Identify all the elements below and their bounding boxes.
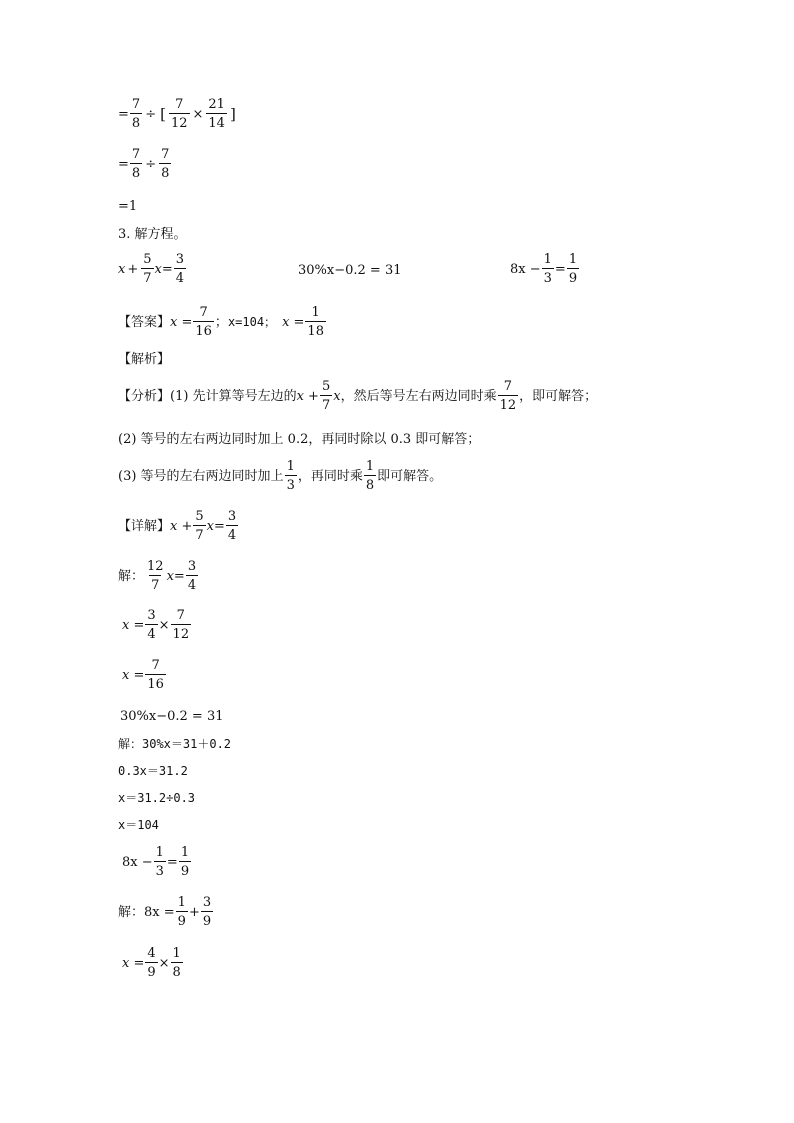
numerator: 1 [180,845,190,860]
fraction [176,896,188,928]
denominator: 12 [171,624,192,641]
numerator: 12 [147,559,164,574]
right-bracket: ] [229,104,236,123]
fraction [498,380,519,412]
text: (3) 等号的左右两边同时加上 [118,468,284,484]
denominator: 8 [171,962,183,979]
fraction [145,659,166,691]
fraction [206,98,227,130]
denominator: 8 [364,475,376,492]
left-bracket: [ [160,104,166,123]
numerator: 7 [175,97,184,112]
answer-2: x=104； [227,315,277,329]
answer-line [118,306,327,338]
equals-sign: = [161,261,173,277]
denominator: 7 [193,525,205,542]
numerator: 3 [202,895,212,910]
question-3-title: 3. 解方程。 [118,227,187,242]
denominator: 4 [226,525,238,542]
analysis-line-2: (2) 等号的左右两边同时加上 0.2，再同时除以 0.3 即可解答； [118,432,481,447]
denominator: 7 [149,575,161,592]
var-text: x + [296,388,319,404]
fraction [145,560,166,592]
numerator: 7 [131,97,141,112]
numerator: 1 [177,895,186,910]
divide-sign: ÷ [145,156,157,172]
fraction [145,947,157,979]
solve-b-equation: 30%x−0.2 = 31 [120,709,224,724]
var-text: x = [122,955,145,971]
solve-a-step-2 [122,609,192,641]
equals-sign: = [166,854,178,870]
numerator: 7 [199,305,208,320]
denominator: 7 [141,268,153,285]
denominator: 9 [176,911,188,928]
denominator: 12 [169,113,190,130]
numerator: 7 [131,147,141,162]
numerator: 7 [176,608,185,623]
fraction [186,560,198,592]
equals-sign: = [118,156,129,172]
denominator: 12 [498,395,519,412]
var-x: x [333,388,341,404]
text: (1) 先计算等号左边的 [170,388,297,404]
lhs-text: 8x − [510,261,541,277]
fraction [130,148,142,180]
denominator: 3 [154,861,166,878]
var-text: x = [122,667,145,683]
detail-line [118,510,239,542]
equals-sign: = [118,106,129,122]
var-text: x = [122,617,145,633]
denominator: 9 [179,861,191,878]
fraction [171,609,192,641]
var-x: x [154,261,162,277]
calc-step-3: =1 [118,199,138,214]
var-x: x [166,568,174,584]
fraction [141,253,153,285]
var-text: x + [170,518,193,534]
fraction [169,98,190,130]
fraction [226,510,238,542]
equation-a [118,253,187,285]
denominator: 16 [145,674,166,691]
calc-step-1 [118,98,238,130]
answer-label: 【答案】 [118,314,171,330]
fraction [145,609,157,641]
solve-b-step-2: 0.3x＝31.2 [118,764,188,778]
denominator: 7 [320,395,332,412]
calc-step-2 [118,148,172,180]
numerator: 3 [227,509,237,524]
fraction [130,98,142,130]
fraction [567,253,579,285]
var-x: x [206,518,214,534]
detail-label: 【详解】 [118,518,171,534]
solve-a-step-3 [122,659,167,691]
denominator: 4 [174,268,186,285]
solve-b-step-1: 解：30%x＝31＋0.2 [118,737,232,751]
fraction [285,460,297,492]
denominator: 18 [305,321,326,338]
fraction [320,380,332,412]
plus-sign: + [188,904,200,920]
numerator: 3 [187,559,197,574]
numerator: 1 [543,252,552,267]
text: ，然后等号左右两边同时乘 [340,388,497,404]
solve-a-step-1 [118,560,199,592]
analysis-sublabel: 【分析】 [118,388,171,404]
fraction [171,947,183,979]
equals-sign: = [173,568,185,584]
analysis-line-3 [118,460,442,492]
fraction [364,460,376,492]
fraction [193,306,214,338]
fraction [305,306,326,338]
numerator: 4 [147,946,156,961]
numerator: 7 [151,658,160,673]
equals-sign: = [554,261,566,277]
numerator: 3 [147,608,156,623]
text: ，即可解答； [519,388,598,404]
denominator: 3 [542,268,554,285]
var-text: x = [282,314,305,330]
solve-c-step-1 [118,896,214,928]
numerator: 7 [161,147,170,162]
equation-c [510,253,580,285]
analysis-line-1 [118,380,597,412]
var-x: x [118,261,126,277]
numerator: 1 [365,459,375,474]
solve-c-step-2 [122,947,184,979]
times-sign: × [158,617,170,633]
denominator: 9 [567,268,579,285]
text: ，再同时乘 [297,468,363,484]
fraction [542,253,554,285]
numerator: 5 [195,509,204,524]
times-sign: × [192,106,204,122]
numerator: 1 [172,946,181,961]
analysis-label: 【解析】 [118,352,171,367]
fraction [179,846,191,878]
solve-c-equation [122,846,192,878]
fraction [201,896,213,928]
denominator: 9 [145,962,157,979]
times-sign: × [158,955,170,971]
equals-sign: = [214,518,225,534]
denominator: 14 [206,113,227,130]
denominator: 9 [201,911,213,928]
denominator: 8 [159,163,171,180]
solve-b-step-3: x＝31.2÷0.3 [118,791,196,805]
numerator: 1 [286,459,295,474]
numerator: 21 [208,97,225,112]
denominator: 4 [186,575,198,592]
var-text: x = [170,314,193,330]
fraction [159,148,171,180]
denominator: 8 [130,163,142,180]
denominator: 4 [145,624,157,641]
numerator: 1 [155,845,164,860]
numerator: 5 [143,252,152,267]
solve-b-step-4: x＝104 [118,818,159,832]
lhs-text: 8x = [144,904,175,920]
numerator: 5 [321,379,331,394]
denominator: 3 [285,475,297,492]
numerator: 3 [175,252,185,267]
separator: ； [214,314,228,330]
equation-b: 30%x−0.2 = 31 [298,263,402,278]
numerator: 1 [311,305,320,320]
numerator: 1 [568,252,578,267]
divide-sign: ÷ [145,106,157,122]
fraction [174,253,186,285]
jie-label: 解： [118,568,145,584]
lhs-text: 8x − [122,854,153,870]
numerator: 7 [503,379,512,394]
denominator: 16 [193,321,214,338]
jie-label: 解： [118,904,145,920]
denominator: 8 [130,113,142,130]
text: 即可解答。 [377,468,443,484]
fraction [154,846,166,878]
plus-sign: + [127,261,139,277]
fraction [193,510,205,542]
